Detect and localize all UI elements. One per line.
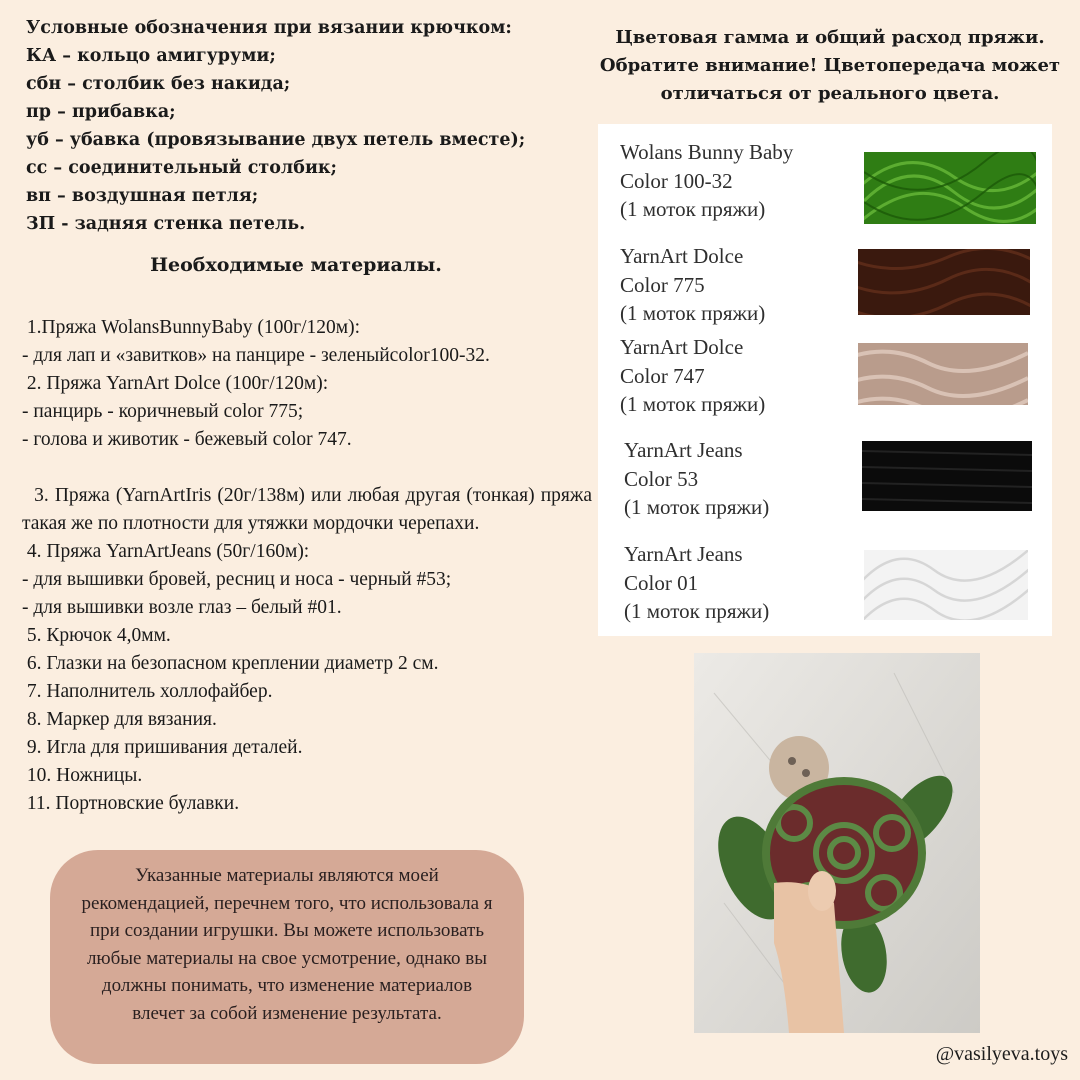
yarn-swatch-black xyxy=(862,441,1032,511)
yarn-name: YarnArt Dolce xyxy=(620,335,744,359)
yarn-name: Wolans Bunny Baby xyxy=(620,140,794,164)
yarn-item xyxy=(620,138,793,224)
yarn-qty: (1 моток пряжи) xyxy=(624,599,770,623)
materials-line: - голова и животик - бежевый color 747. xyxy=(22,429,352,450)
materials-line: 5. Крючок 4,0мм. xyxy=(22,625,171,646)
author-handle: @vasilyeva.toys xyxy=(935,1043,1068,1065)
yarn-panel xyxy=(598,124,1052,636)
yarn-name: YarnArt Jeans xyxy=(624,542,743,566)
legend-line: уб – убавка (провязывание двух петель вместе); xyxy=(26,130,526,150)
turtle-illustration xyxy=(694,653,980,1033)
recommendation-note: Указанные материалы являются моей рекомендацией, перечнем того, что использовала я при создании игрушки. Вы можете использовать любые материалы на свое усмотрение, однако вы должны понимать, что изменение материалов влечет за собой изменение результата. xyxy=(50,850,524,1064)
turtle-photo xyxy=(694,653,980,1033)
yarn-section-title xyxy=(580,24,1080,108)
yarn-color: Color 53 xyxy=(624,466,699,491)
materials-item-3: 3. Пряжа (YarnArtIris (20г/138м) или любая другая (тонкая) пряжа такая же по плотности для утяжки мордочки черепахи. xyxy=(22,485,597,534)
yarn-swatch-green xyxy=(864,152,1036,224)
yarn-title-line: Цветовая гамма и общий расход пряжи. xyxy=(615,27,1045,48)
yarn-swatch-beige xyxy=(858,343,1028,405)
materials-line: 2. Пряжа YarnArt Dolce (100г/120м): xyxy=(22,373,329,394)
materials-list-part2 xyxy=(22,482,597,818)
yarn-color: Color 100-32 xyxy=(620,168,733,193)
yarn-color: Color 747 xyxy=(620,363,705,388)
yarn-color: Color 775 xyxy=(620,272,705,297)
yarn-item xyxy=(624,436,769,522)
yarn-swatch-brown xyxy=(858,249,1030,315)
legend-line: сбн – столбик без накида; xyxy=(26,74,291,94)
legend-line: сс – соединительный столбик; xyxy=(26,158,338,178)
yarn-qty: (1 моток пряжи) xyxy=(620,392,766,416)
materials-line: - панцирь - коричневый color 775; xyxy=(22,401,304,422)
yarn-name: YarnArt Dolce xyxy=(620,244,744,268)
legend-line: вп – воздушная петля; xyxy=(26,186,259,206)
materials-line: 9. Игла для пришивания деталей. xyxy=(22,737,303,758)
materials-line: - для вышивки возле глаз – белый #01. xyxy=(22,597,342,618)
materials-line: 11. Портновские булавки. xyxy=(22,793,240,814)
yarn-color: Color 01 xyxy=(624,570,699,595)
materials-line: 10. Ножницы. xyxy=(22,765,143,786)
yarn-swatch-white xyxy=(864,550,1028,620)
yarn-qty: (1 моток пряжи) xyxy=(620,301,766,325)
materials-list-part1 xyxy=(22,314,592,454)
materials-line: 8. Маркер для вязания. xyxy=(22,709,217,730)
yarn-qty: (1 моток пряжи) xyxy=(620,197,766,221)
yarn-name: YarnArt Jeans xyxy=(624,438,743,462)
yarn-item xyxy=(624,540,769,626)
legend xyxy=(26,14,566,238)
legend-line: пр – прибавка; xyxy=(26,102,176,122)
yarn-title-line: Обратите внимание! Цветопередача может xyxy=(599,55,1061,76)
yarn-title-line: отличаться от реального цвета. xyxy=(660,83,1000,104)
yarn-item xyxy=(620,242,765,328)
materials-line: 4. Пряжа YarnArtJeans (50г/160м): xyxy=(22,541,310,562)
yarn-qty: (1 моток пряжи) xyxy=(624,495,770,519)
materials-line: 6. Глазки на безопасном креплении диаметр 2 см. xyxy=(22,653,439,674)
materials-line: - для лап и «завитков» на панцире - зеленыйcolor100-32. xyxy=(22,345,490,366)
legend-line: КА – кольцо амигуруми; xyxy=(26,46,276,66)
materials-title: Необходимые материалы. xyxy=(150,254,442,276)
materials-line: - для вышивки бровей, ресниц и носа - черный #53; xyxy=(22,569,452,590)
yarn-item xyxy=(620,333,765,419)
legend-line: ЗП - задняя стенка петель. xyxy=(26,214,306,234)
materials-line: 7. Наполнитель холлофайбер. xyxy=(22,681,273,702)
materials-line: 1.Пряжа WolansBunnyBaby (100г/120м): xyxy=(22,317,361,338)
legend-title: Условные обозначения при вязании крючком: xyxy=(26,18,512,38)
